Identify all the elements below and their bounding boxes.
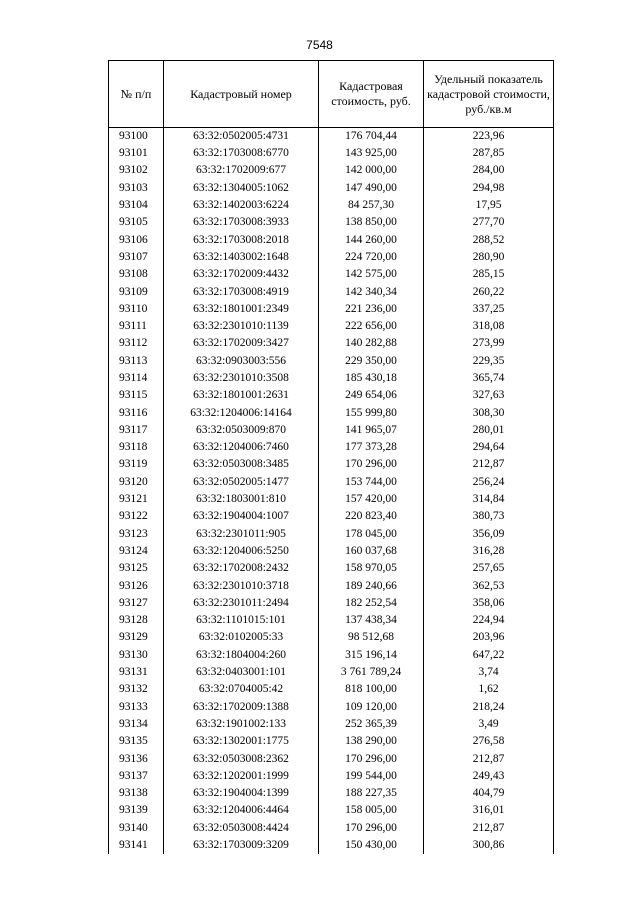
cadastral-number: 63:32:1703008:2018	[164, 231, 319, 248]
cadastral-value: 142 340,34	[319, 283, 424, 300]
row-number: 93135	[109, 733, 164, 750]
cadastral-number: 63:32:1304005:1062	[164, 180, 319, 197]
cadastral-number: 63:32:1703008:4919	[164, 283, 319, 300]
cadastral-value: 177 373,28	[319, 439, 424, 456]
row-number: 93132	[109, 681, 164, 698]
header-num: № п/п	[109, 61, 164, 128]
table-row	[109, 439, 554, 456]
specific-value: 288,52	[424, 231, 554, 248]
cadastral-number: 63:32:0502005:1477	[164, 474, 319, 491]
row-number: 93117	[109, 422, 164, 439]
row-number: 93122	[109, 508, 164, 525]
cadastral-value: 189 240,66	[319, 577, 424, 594]
cadastral-number: 63:32:0102005:33	[164, 629, 319, 646]
cadastral-number: 63:32:1803001:810	[164, 491, 319, 508]
cadastral-number: 63:32:1702008:2432	[164, 560, 319, 577]
specific-value: 365,74	[424, 370, 554, 387]
row-number: 93104	[109, 197, 164, 214]
cadastral-number: 63:32:0903003:556	[164, 353, 319, 370]
specific-value: 212,87	[424, 820, 554, 837]
cadastral-value: 138 290,00	[319, 733, 424, 750]
specific-value: 256,24	[424, 474, 554, 491]
cadastral-value: 147 490,00	[319, 180, 424, 197]
specific-value: 257,65	[424, 560, 554, 577]
cadastral-number: 63:32:1703009:3209	[164, 837, 319, 854]
cadastral-number: 63:32:1702009:1388	[164, 699, 319, 716]
specific-value: 224,94	[424, 612, 554, 629]
row-number: 93109	[109, 283, 164, 300]
table-row	[109, 231, 554, 248]
specific-value: 318,08	[424, 318, 554, 335]
table-row	[109, 681, 554, 698]
specific-value: 280,90	[424, 249, 554, 266]
table-row	[109, 128, 554, 146]
row-number: 93107	[109, 249, 164, 266]
specific-value: 280,01	[424, 422, 554, 439]
row-number: 93113	[109, 353, 164, 370]
specific-value: 358,06	[424, 595, 554, 612]
cadastral-value: 157 420,00	[319, 491, 424, 508]
table-row	[109, 456, 554, 473]
cadastral-number: 63:32:2301010:3718	[164, 577, 319, 594]
row-number: 93125	[109, 560, 164, 577]
specific-value: 284,00	[424, 162, 554, 179]
row-number: 93141	[109, 837, 164, 854]
row-number: 93110	[109, 301, 164, 318]
cadastral-number: 63:32:1204006:14164	[164, 404, 319, 421]
table-row	[109, 837, 554, 854]
cadastral-number: 63:32:1101015:101	[164, 612, 319, 629]
specific-value: 223,96	[424, 128, 554, 146]
table-row	[109, 560, 554, 577]
row-number: 93101	[109, 145, 164, 162]
cadastral-value: 150 430,00	[319, 837, 424, 854]
specific-value: 356,09	[424, 526, 554, 543]
table-body	[109, 128, 554, 855]
specific-value: 337,25	[424, 301, 554, 318]
cadastral-number: 63:32:1801001:2349	[164, 301, 319, 318]
cadastral-number: 63:32:0503008:3485	[164, 456, 319, 473]
cadastral-value: 185 430,18	[319, 370, 424, 387]
table-row	[109, 768, 554, 785]
specific-value: 1,62	[424, 681, 554, 698]
table-row	[109, 180, 554, 197]
table-row	[109, 664, 554, 681]
table-row	[109, 802, 554, 819]
specific-value: 404,79	[424, 785, 554, 802]
cadastral-value: 138 850,00	[319, 214, 424, 231]
cadastral-number: 63:32:1204006:5250	[164, 543, 319, 560]
cadastral-value: 315 196,14	[319, 647, 424, 664]
row-number: 93112	[109, 335, 164, 352]
table-row	[109, 785, 554, 802]
specific-value: 3,74	[424, 664, 554, 681]
header-cadastral-value: Кадастровая стоимость, руб.	[319, 61, 424, 128]
table-row	[109, 699, 554, 716]
cadastral-number: 63:32:1702009:3427	[164, 335, 319, 352]
specific-value: 17,95	[424, 197, 554, 214]
cadastral-number: 63:32:2301010:3508	[164, 370, 319, 387]
table-row	[109, 214, 554, 231]
cadastral-number: 63:32:1702009:677	[164, 162, 319, 179]
cadastral-value: 140 282,88	[319, 335, 424, 352]
table-row	[109, 474, 554, 491]
table-row	[109, 595, 554, 612]
table-row	[109, 335, 554, 352]
specific-value: 273,99	[424, 335, 554, 352]
row-number: 93100	[109, 128, 164, 146]
row-number: 93133	[109, 699, 164, 716]
cadastral-value: 141 965,07	[319, 422, 424, 439]
table-row	[109, 197, 554, 214]
cadastral-number: 63:32:1402003:6224	[164, 197, 319, 214]
table-row	[109, 577, 554, 594]
cadastral-value: 188 227,35	[319, 785, 424, 802]
cadastral-value: 170 296,00	[319, 750, 424, 767]
table-row	[109, 750, 554, 767]
cadastral-number: 63:32:0503008:4424	[164, 820, 319, 837]
row-number: 93121	[109, 491, 164, 508]
cadastral-value: 153 744,00	[319, 474, 424, 491]
cadastral-number: 63:32:1904004:1399	[164, 785, 319, 802]
cadastral-number: 63:32:1703008:3933	[164, 214, 319, 231]
cadastral-value: 170 296,00	[319, 456, 424, 473]
cadastral-value: 818 100,00	[319, 681, 424, 698]
table-row	[109, 283, 554, 300]
row-number: 93134	[109, 716, 164, 733]
specific-value: 277,70	[424, 214, 554, 231]
table-row	[109, 301, 554, 318]
table-row	[109, 647, 554, 664]
specific-value: 203,96	[424, 629, 554, 646]
specific-value: 316,28	[424, 543, 554, 560]
cadastral-number: 63:32:1904004:1007	[164, 508, 319, 525]
row-number: 93111	[109, 318, 164, 335]
specific-value: 294,98	[424, 180, 554, 197]
cadastral-number: 63:32:1702009:4432	[164, 266, 319, 283]
row-number: 93139	[109, 802, 164, 819]
specific-value: 647,22	[424, 647, 554, 664]
row-number: 93136	[109, 750, 164, 767]
row-number: 93103	[109, 180, 164, 197]
table-row	[109, 508, 554, 525]
table-row	[109, 491, 554, 508]
row-number: 93127	[109, 595, 164, 612]
cadastral-number: 63:32:0503008:2362	[164, 750, 319, 767]
cadastral-number: 63:32:1901002:133	[164, 716, 319, 733]
page-number: 7548	[306, 38, 333, 52]
cadastral-value: 224 720,00	[319, 249, 424, 266]
cadastral-value: 176 704,44	[319, 128, 424, 146]
row-number: 93120	[109, 474, 164, 491]
row-number: 93124	[109, 543, 164, 560]
table-row	[109, 145, 554, 162]
cadastral-value: 229 350,00	[319, 353, 424, 370]
cadastral-value: 84 257,30	[319, 197, 424, 214]
cadastral-number: 63:32:2301010:1139	[164, 318, 319, 335]
cadastral-value: 170 296,00	[319, 820, 424, 837]
cadastral-value: 222 656,00	[319, 318, 424, 335]
cadastral-value: 98 512,68	[319, 629, 424, 646]
row-number: 93137	[109, 768, 164, 785]
specific-value: 212,87	[424, 456, 554, 473]
table-row	[109, 249, 554, 266]
table-row	[109, 318, 554, 335]
cadastral-value: 3 761 789,24	[319, 664, 424, 681]
cadastral-value: 109 120,00	[319, 699, 424, 716]
cadastral-number: 63:32:1703008:6770	[164, 145, 319, 162]
cadastral-value: 142 000,00	[319, 162, 424, 179]
row-number: 93116	[109, 404, 164, 421]
cadastral-number: 63:32:0403001:101	[164, 664, 319, 681]
cadastral-number: 63:32:2301011:905	[164, 526, 319, 543]
cadastral-value: 158 970,05	[319, 560, 424, 577]
row-number: 93102	[109, 162, 164, 179]
row-number: 93114	[109, 370, 164, 387]
specific-value: 3,49	[424, 716, 554, 733]
table-row	[109, 820, 554, 837]
table-row	[109, 612, 554, 629]
specific-value: 380,73	[424, 508, 554, 525]
cadastral-value: 220 823,40	[319, 508, 424, 525]
cadastral-number: 63:32:1202001:1999	[164, 768, 319, 785]
cadastral-number: 63:32:2301011:2494	[164, 595, 319, 612]
cadastral-value: 144 260,00	[319, 231, 424, 248]
table-row	[109, 404, 554, 421]
cadastral-value: 158 005,00	[319, 802, 424, 819]
specific-value: 276,58	[424, 733, 554, 750]
specific-value: 260,22	[424, 283, 554, 300]
cadastral-number: 63:32:1204006:7460	[164, 439, 319, 456]
row-number: 93129	[109, 629, 164, 646]
row-number: 93108	[109, 266, 164, 283]
table-row	[109, 387, 554, 404]
table-row	[109, 370, 554, 387]
row-number: 93126	[109, 577, 164, 594]
specific-value: 308,30	[424, 404, 554, 421]
row-number: 93119	[109, 456, 164, 473]
row-number: 93140	[109, 820, 164, 837]
table-row	[109, 266, 554, 283]
specific-value: 285,15	[424, 266, 554, 283]
cadastral-value: 143 925,00	[319, 145, 424, 162]
cadastral-value: 137 438,34	[319, 612, 424, 629]
row-number: 93105	[109, 214, 164, 231]
row-number: 93123	[109, 526, 164, 543]
table-row	[109, 543, 554, 560]
row-number: 93106	[109, 231, 164, 248]
table-row	[109, 162, 554, 179]
specific-value: 229,35	[424, 353, 554, 370]
table-row	[109, 716, 554, 733]
table-row	[109, 629, 554, 646]
row-number: 93130	[109, 647, 164, 664]
table-header	[109, 61, 554, 128]
cadastral-number: 63:32:1302001:1775	[164, 733, 319, 750]
row-number: 93118	[109, 439, 164, 456]
cadastral-value: 221 236,00	[319, 301, 424, 318]
cadastral-table	[108, 60, 554, 854]
cadastral-number: 63:32:1204006:4464	[164, 802, 319, 819]
cadastral-value: 160 037,68	[319, 543, 424, 560]
cadastral-number: 63:32:0503009:870	[164, 422, 319, 439]
cadastral-number: 63:32:1804004:260	[164, 647, 319, 664]
table-row	[109, 422, 554, 439]
header-cadastral-number: Кадастровый номер	[164, 61, 319, 128]
cadastral-number: 63:32:1801001:2631	[164, 387, 319, 404]
cadastral-value: 182 252,54	[319, 595, 424, 612]
row-number: 93115	[109, 387, 164, 404]
specific-value: 314,84	[424, 491, 554, 508]
cadastral-value: 142 575,00	[319, 266, 424, 283]
cadastral-number: 63:32:1403002:1648	[164, 249, 319, 266]
cadastral-number: 63:32:0704005:42	[164, 681, 319, 698]
cadastral-value: 249 654,06	[319, 387, 424, 404]
cadastral-number: 63:32:0502005:4731	[164, 128, 319, 146]
specific-value: 362,53	[424, 577, 554, 594]
table-row	[109, 526, 554, 543]
row-number: 93128	[109, 612, 164, 629]
specific-value: 327,63	[424, 387, 554, 404]
cadastral-value: 178 045,00	[319, 526, 424, 543]
specific-value: 249,43	[424, 768, 554, 785]
specific-value: 316,01	[424, 802, 554, 819]
specific-value: 300,86	[424, 837, 554, 854]
header-specific-value: Удельный показатель кадастровой стоимости, руб./кв.м	[424, 61, 554, 128]
row-number: 93131	[109, 664, 164, 681]
cadastral-value: 252 365,39	[319, 716, 424, 733]
specific-value: 294,64	[424, 439, 554, 456]
specific-value: 287,85	[424, 145, 554, 162]
cadastral-value: 199 544,00	[319, 768, 424, 785]
table-row	[109, 733, 554, 750]
cadastral-value: 155 999,80	[319, 404, 424, 421]
specific-value: 218,24	[424, 699, 554, 716]
header-row	[109, 61, 554, 128]
table-row	[109, 353, 554, 370]
specific-value: 212,87	[424, 750, 554, 767]
row-number: 93138	[109, 785, 164, 802]
